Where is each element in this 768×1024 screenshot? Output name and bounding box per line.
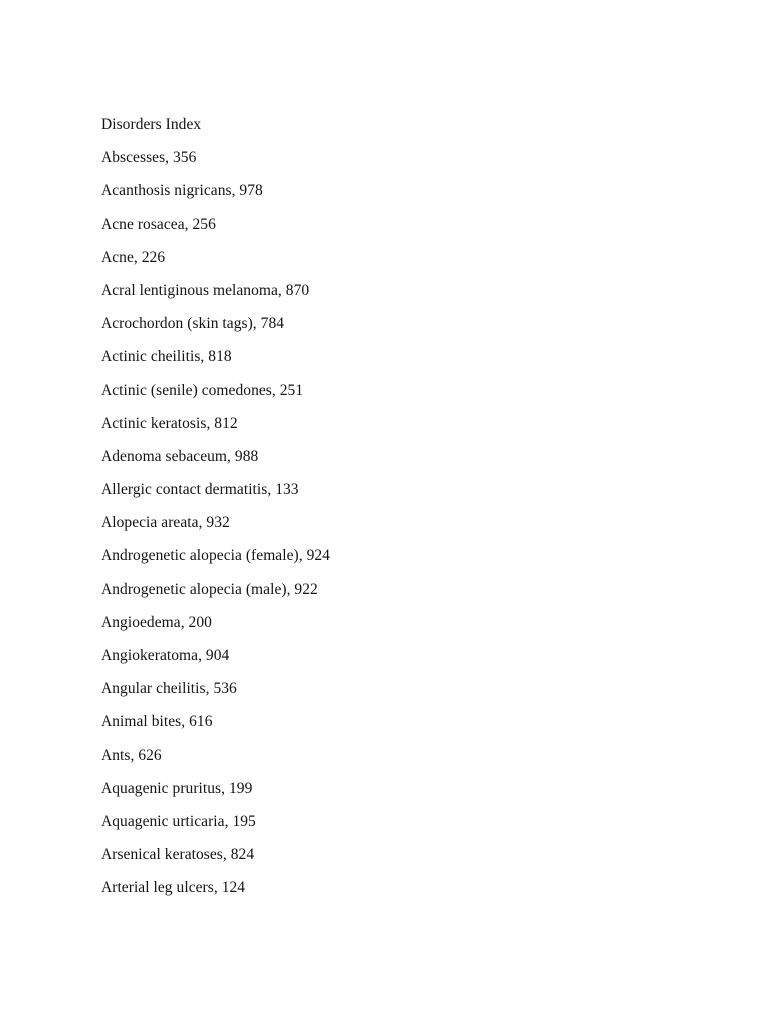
disorders-index-list — [101, 114, 701, 911]
index-entry: Acanthosis nigricans, 978 — [101, 182, 263, 200]
index-entry: Acne, 226 — [101, 248, 166, 266]
index-entry: Abscesses, 356 — [101, 149, 197, 167]
index-entry: Acne rosacea, 256 — [101, 215, 216, 233]
index-title: Disorders Index — [101, 116, 202, 133]
index-entry: Androgenetic alopecia (male), 922 — [101, 580, 318, 598]
index-entry: Actinic cheilitis, 818 — [101, 348, 232, 366]
index-entry: Allergic contact dermatitis, 133 — [101, 481, 299, 499]
index-entry: Angular cheilitis, 536 — [101, 680, 237, 698]
index-entry: Acral lentiginous melanoma, 870 — [101, 281, 310, 299]
index-entry: Angioedema, 200 — [101, 613, 212, 631]
index-entry: Animal bites, 616 — [101, 713, 213, 731]
index-entry: Aquagenic pruritus, 199 — [101, 779, 253, 797]
index-entry: Adenoma sebaceum, 988 — [101, 447, 259, 465]
index-entry: Alopecia areata, 932 — [101, 514, 230, 532]
index-entry: Actinic keratosis, 812 — [101, 414, 238, 432]
index-entry: Acrochordon (skin tags), 784 — [101, 315, 285, 333]
index-entry: Aquagenic urticaria, 195 — [101, 812, 256, 830]
index-entry: Androgenetic alopecia (female), 924 — [101, 547, 330, 565]
index-entry: Arterial leg ulcers, 124 — [101, 879, 246, 897]
index-entry: Ants, 626 — [101, 746, 162, 764]
index-entry: Arsenical keratoses, 824 — [101, 846, 255, 864]
index-entry: Actinic (senile) comedones, 251 — [101, 381, 304, 399]
index-entry: Angiokeratoma, 904 — [101, 647, 230, 664]
